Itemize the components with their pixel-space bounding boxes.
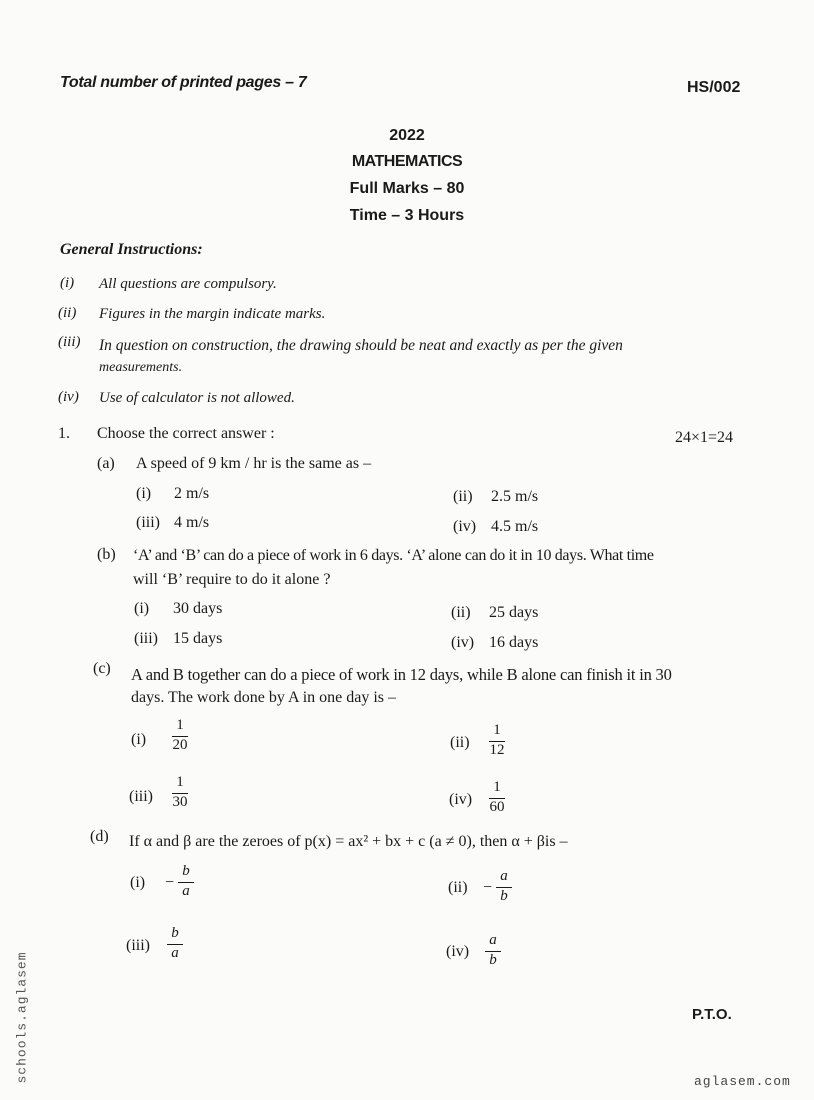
fraction [172, 775, 188, 811]
instruction-text-cont: measurements. [99, 360, 183, 375]
option-text: 2.5 m/s [491, 488, 539, 505]
instruction-text: In question on construction, the drawing should be neat and exactly as per the given [99, 337, 623, 354]
option-label: (iv) [451, 634, 475, 651]
option-text: 30 days [173, 600, 223, 617]
subquestion-text: A and B together can do a piece of work in 12 days, while B alone can finish it in 30 [131, 665, 672, 684]
fraction-numerator: a [489, 932, 497, 948]
instruction-text: Figures in the margin indicate marks. [99, 306, 326, 322]
subquestion-text: A speed of 9 km / hr is the same as – [136, 455, 372, 472]
option-label: (ii) [453, 488, 473, 505]
fraction-numerator: 1 [493, 779, 501, 795]
option-label: (iv) [449, 791, 473, 808]
subquestion-label: (c) [93, 660, 111, 677]
fraction-numerator: 1 [176, 717, 184, 733]
fraction [178, 864, 194, 900]
fraction-denominator: 12 [489, 741, 505, 758]
instructions-heading: General Instructions: [60, 241, 203, 258]
time-allowed: Time – 3 Hours [349, 207, 465, 224]
subquestion-text: If α and β are the zeroes of p(x) = ax² + bx + c (a ≠ 0), then α + βis – [129, 833, 568, 850]
fraction [496, 869, 512, 905]
option-text: 4 m/s [174, 514, 210, 531]
subquestion-text-cont: will ‘B’ require to do it alone ? [133, 571, 331, 588]
option-label: (iii) [129, 788, 153, 805]
paper-code: HS/002 [687, 79, 741, 96]
instruction-text: All questions are compulsory. [99, 276, 277, 292]
option-label: (iii) [134, 630, 158, 647]
instruction-number: (iii) [58, 334, 81, 350]
pto-label: P.T.O. [692, 1006, 732, 1023]
option-label: (iv) [446, 943, 470, 960]
option-text: 15 days [173, 630, 223, 647]
full-marks: Full Marks – 80 [349, 180, 465, 197]
fraction-denominator: b [489, 951, 497, 968]
fraction [167, 926, 183, 962]
fraction-denominator: 30 [172, 793, 188, 810]
instruction-number: (ii) [58, 305, 77, 321]
option-label: (i) [131, 731, 147, 748]
fraction-numerator: b [171, 925, 179, 941]
fraction-denominator: a [171, 944, 179, 961]
option-text: 4.5 m/s [491, 518, 539, 535]
exam-year: 2022 [389, 127, 425, 144]
fraction-denominator: b [500, 887, 508, 904]
option-label: (i) [130, 874, 146, 891]
fraction [172, 718, 188, 754]
option-label: (ii) [450, 734, 470, 751]
fraction-denominator: 20 [172, 736, 188, 753]
subquestion-label: (a) [97, 455, 115, 472]
fraction-denominator: 60 [489, 798, 505, 815]
subquestion-text-cont: days. The work done by A in one day is – [131, 689, 397, 706]
watermark-site: aglasem.com [694, 1074, 791, 1089]
fraction-numerator: 1 [493, 722, 501, 738]
subquestion-label: (d) [90, 828, 109, 845]
instruction-number: (iv) [58, 389, 79, 405]
question-text: Choose the correct answer : [97, 425, 275, 442]
option-label: (ii) [451, 604, 471, 621]
subquestion-label: (b) [97, 546, 116, 563]
fraction-numerator: a [500, 868, 508, 884]
subject-title: MATHEMATICS [351, 153, 463, 170]
option-sign: − [483, 879, 493, 896]
option-text: 2 m/s [174, 485, 210, 502]
option-label: (i) [134, 600, 150, 617]
fraction [485, 933, 501, 969]
instruction-number: (i) [60, 275, 75, 291]
option-label: (iv) [453, 518, 477, 535]
fraction-numerator: 1 [176, 774, 184, 790]
option-text: 16 days [489, 634, 539, 651]
option-label: (ii) [448, 879, 468, 896]
option-label: (i) [136, 485, 152, 502]
option-text: 25 days [489, 604, 539, 621]
fraction [489, 723, 505, 759]
subquestion-text: ‘A’ and ‘B’ can do a piece of work in 6 days. ‘A’ alone can do it in 10 days. What time [133, 547, 654, 564]
question-marks: 24×1=24 [675, 429, 734, 446]
option-label: (iii) [126, 937, 150, 954]
fraction [489, 780, 505, 816]
instruction-text: Use of calculator is not allowed. [99, 390, 295, 406]
question-number: 1. [58, 425, 70, 442]
side-watermark: schools.aglasem [14, 951, 30, 1084]
option-label: (iii) [136, 514, 160, 531]
option-sign: − [165, 874, 175, 891]
printed-pages-note: Total number of printed pages – 7 [60, 74, 307, 91]
fraction-numerator: b [182, 863, 190, 879]
fraction-denominator: a [182, 882, 190, 899]
